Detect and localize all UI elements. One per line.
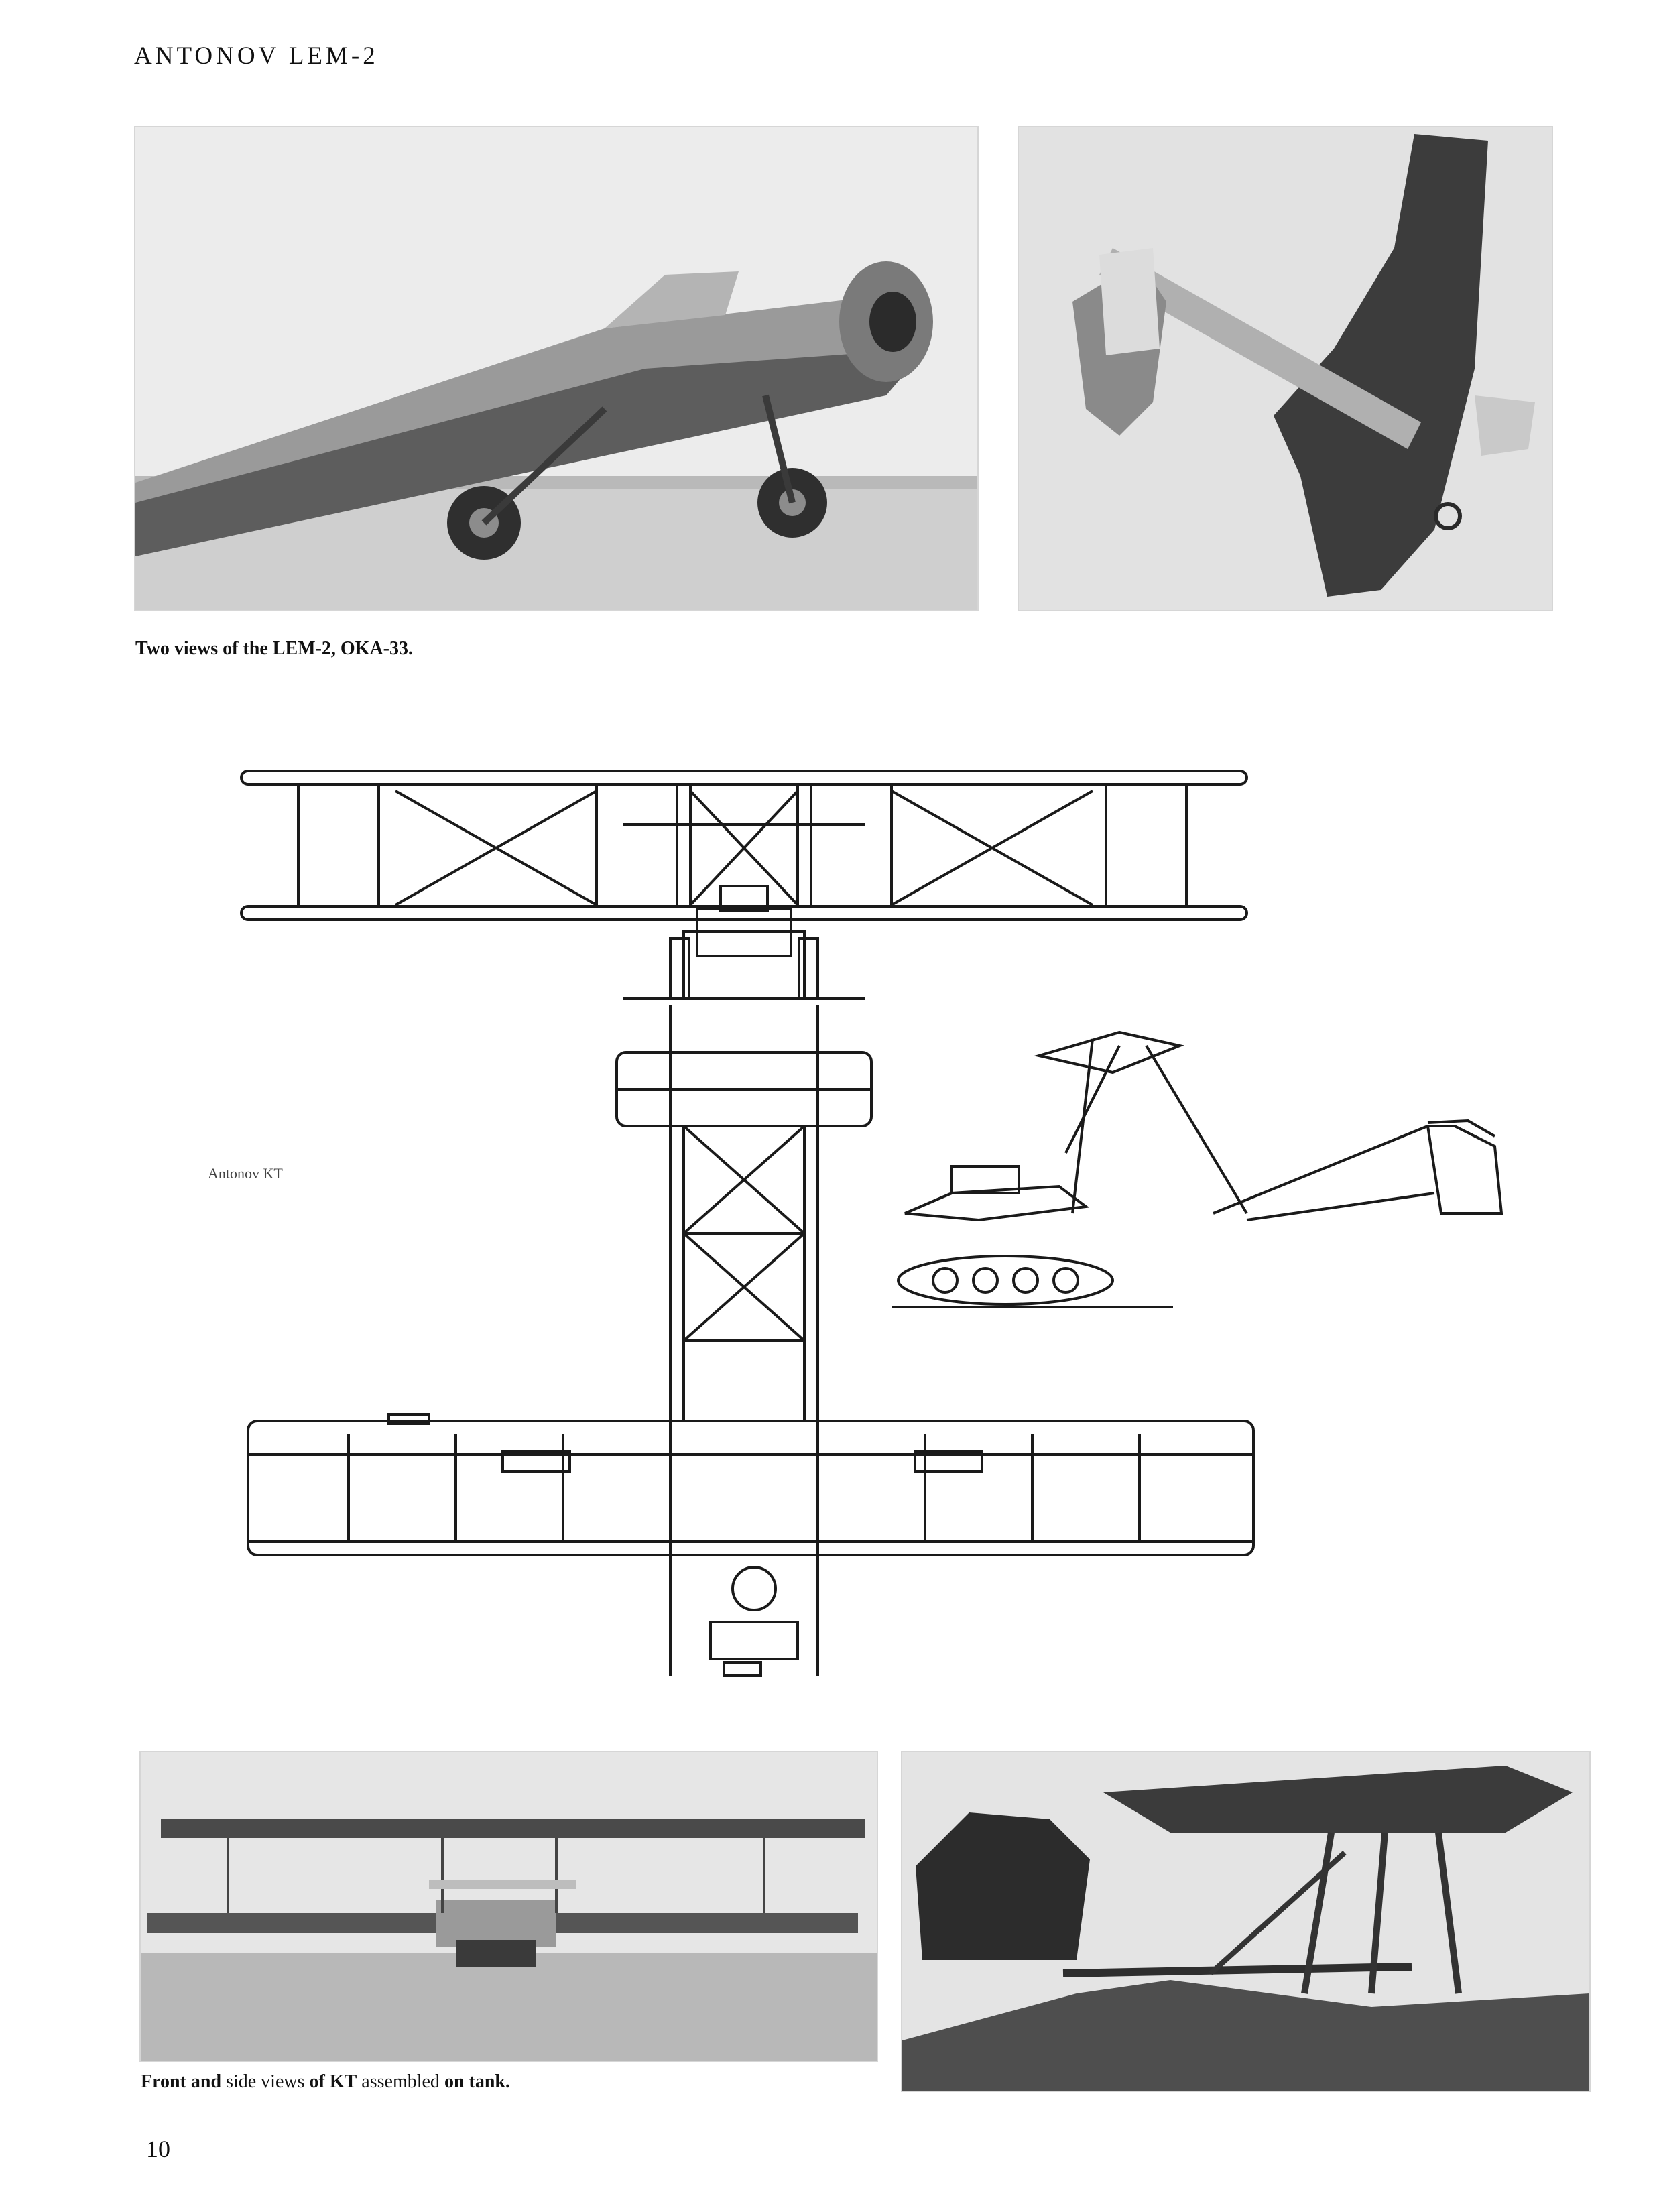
kt-front-photo bbox=[139, 1751, 878, 2062]
kt-front-view bbox=[241, 771, 1247, 999]
lem2-side-photo bbox=[134, 126, 979, 611]
kt-three-view-drawing bbox=[208, 751, 1562, 1703]
kt-caption-part4: assembled bbox=[357, 2071, 444, 2092]
lem2-caption: Two views of the LEM-2, OKA-33. bbox=[135, 638, 413, 659]
page-number: 10 bbox=[146, 2136, 170, 2162]
kt-caption bbox=[141, 2071, 510, 2093]
kt-caption-part1: Front and bbox=[141, 2071, 222, 2092]
kt-side-view bbox=[892, 1032, 1501, 1307]
kt-side-photo bbox=[901, 1751, 1591, 2092]
kt-caption-part3: of KT bbox=[309, 2071, 357, 2092]
kt-plan-view bbox=[248, 1005, 1253, 1676]
running-header: ANTONOV LEM-2 bbox=[134, 42, 379, 70]
kt-caption-part5: on tank. bbox=[444, 2071, 510, 2092]
lem2-underside-photo bbox=[1018, 126, 1553, 611]
drawing-label: Antonov KT bbox=[208, 1165, 283, 1182]
kt-caption-part2: side views bbox=[221, 2071, 310, 2092]
